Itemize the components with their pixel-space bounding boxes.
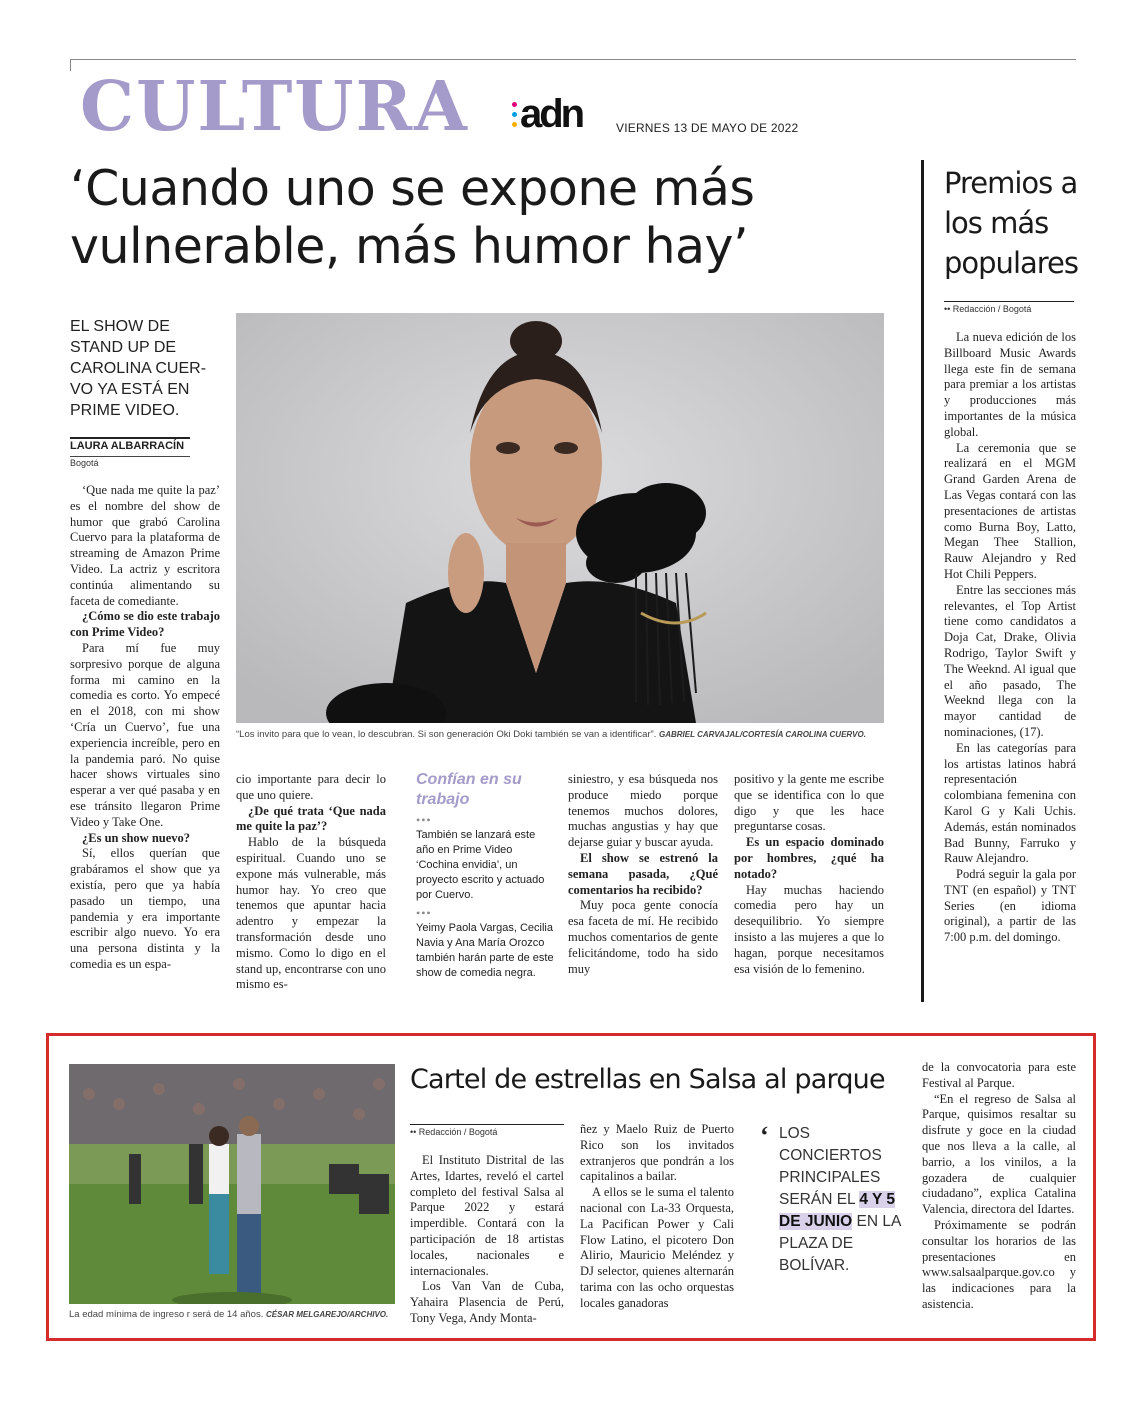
portrait-illustration [236,313,884,723]
sidebar-dots: ••• [416,813,432,827]
sidebar-box [416,770,554,981]
interview-question: Es un espacio dominado por hombres, ¿qué ha notado? [734,835,884,881]
right-article-body [944,330,1076,946]
salsa-byline: •• Redacción / Bogotá [410,1124,564,1137]
article-column-4 [568,772,718,977]
paragraph: La ceremonia que se realizará en el MGM Grand Garden Arena de Las Vegas contará con las presentaciones de artistas como Burna Boy, Latto, Megan Thee Stallion, Rauw Alejandro y Red Hot Chili Peppers. [944,440,1076,581]
article-subhead: EL SHOW DE STAND UP DE CAROLINA CUER- VO YA ESTÁ EN PRIME VIDEO. [70,318,207,419]
salsa-crowd-photo [69,1064,395,1304]
salsa-column-2 [580,1122,734,1312]
paragraph: positivo y la gente me escribe que se identifica con lo que digo y que les hace preguntarse cosas. [734,772,884,834]
quote-mark: ‘ [760,1121,769,1150]
paragraph: Podrá seguir la gala por TNT (en español) y TNT Series (en idioma original), a partir de las 7:00 p.m. del domingo. [944,867,1076,945]
salsa-pull-quote [779,1123,909,1277]
paragraph: siniestro, y esa búsqueda nos produce miedo porque tenemos muchos dolores, muchas angustias y hay que dejarse guiar y buscar ayuda. [568,772,718,850]
quote-text: LOS CONCIERTOS PRINCIPALES SERÁN EL [779,1125,882,1208]
paragraph: Hay muchas haciendo comedia pero hay un desequilibrio. Yo siempre insisto a las mujeres a que lo hagan, porque necesitamos esa visión de lo femenino. [734,882,884,976]
right-article-headline: Premios a los más populares [944,166,1079,280]
paragraph: A ellos se le suma el talento nacional con La-33 Orquesta, La Pacifican Power y Cali Flow Latino, el picotero Don Alirio, Mauricio Meléndez y DJ selector, quienes alternarán tarima con las ocho orquestas locales ganadoras [580,1185,734,1310]
section-title: CULTURA [80,67,469,147]
interview-question: El show se estrenó la semana pasada, ¿Qué comentarios ha recibido? [568,850,718,897]
quote-text: EN LA PLAZA DE BOLÍVAR. [779,1213,901,1274]
interview-question: ¿Cómo se dio este trabajo con Prime Video? [70,609,220,640]
interview-question: ¿De qué trata ‘Que nada me quite la paz’? [236,803,386,834]
salsa-column-4 [922,1060,1076,1313]
paragraph: ‘Que nada me quite la paz’ es el nombre del show de humor que grabó Carolina Cuervo para la plataforma de streaming de Amazon Prime Video. La actriz y escritora continúa alimentando su faceta de comediante. [70,483,220,608]
photo-caption [236,729,884,740]
paragraph: La nueva edición de los Billboard Music Awards llega este fin de semana para premiar a los artistas y producciones más importantes de la música global. [944,330,1076,439]
sidebar-item: Yeimy Paola Vargas, Cecilia Navia y Ana María Orozco también harán parte de este show de comedia negra. [416,922,554,979]
author-location: Bogotá [70,456,190,468]
author-name: LAURA ALBARRACÍN [70,437,190,452]
article-column-2 [236,772,386,993]
top-rule-tick [70,59,71,71]
sidebar-title: Confían en su trabajo [416,771,522,808]
right-article-byline: •• Redacción / Bogotá [944,301,1074,314]
salsa-column-1 [410,1153,564,1327]
paragraph: Sí, ellos querían que grabáramos el show que ya existía, pero que ya había pasado un tiempo, una pandemia y era importante escribir algo nuevo. Yo era una persona distinta y la comedia es un espa- [70,846,220,971]
article-column-5 [734,772,884,977]
paragraph: Próximamente se podrán consultar los horarios de las presentaciones en www.salsaalparque.gov.co y las indicaciones para la asistencia. [922,1217,1076,1311]
paragraph: Para mí fue muy sorpresivo porque de alguna forma mi camino en la comedia es corto. Yo empecé en el 2018, con mi show ‘Cría un Cuervo’, fue una experiencia increíble, pero en la pandemia paró. No quise hacer shows virtuales sino esperar a ver qué pasaba y en ese tránsito llegaron Prime Video y Take One. [70,640,220,829]
paragraph: Muy poca gente conocía esa faceta de mí. He recibido muchos comentarios de gente felicitándome, todo ha sido muy [568,898,718,976]
paragraph: Los Van Van de Cuba, Yahaira Plasencia de Perú, Tony Vega, Andy Monta- [410,1279,564,1325]
issue-date: VIERNES 13 DE MAYO DE 2022 [616,121,799,135]
article-headline: ‘Cuando uno se expone más vulnerable, más humor hay’ [70,160,755,275]
crowd-illustration [69,1064,395,1304]
paragraph: El Instituto Distrital de las Artes, Idartes, reveló el cartel completo del festival Salsa al Parque 2022 y estará imperdible. Contará con la participación de 18 artistas locales, nacionales e internacionales. [410,1153,564,1278]
top-rule [70,59,1076,60]
paragraph: ñez y Maelo Ruiz de Puerto Rico son los invitados extranjeros que pondrán a los capitalinos a bailar. [580,1122,734,1184]
paragraph: de la convocatoria para este Festival al Parque. [922,1060,1076,1090]
right-column-divider [921,160,924,1002]
quote-highlight: 4 Y 5 DE JUNIO [779,1191,896,1230]
paragraph: cio importante para decir lo que uno quiere. [236,772,386,802]
salsa-headline: Cartel de estrellas en Salsa al parque [410,1064,885,1095]
sidebar-dots: ••• [416,906,432,920]
article-column-1 [70,483,220,973]
carolina-cuervo-photo [236,313,884,723]
interview-question: ¿Es un show nuevo? [82,830,191,845]
caption-text: La edad mínima de ingreso r será de 14 años. [69,1309,264,1320]
paragraph: En las categorías para los artistas latinos habrá representación colombiana femenina con Karol G y Kali Uchis. Además, están nominados Bad Bunny, Farruko y Rauw Alejandro. [944,740,1076,866]
salsa-photo-caption [69,1309,409,1320]
logo-dots-icon [512,102,518,128]
paragraph: “En el regreso de Salsa al Parque, quisimos resaltar su disfrute y goce en la ciudad que nos lleva a la calle, al barrio, a los vinilos, a la gozadera de cualquier ciudadano”, explica Catalina Valencia, directora del Idartes. [922,1091,1076,1217]
paragraph: Entre las secciones más relevantes, el Top Artist tiene como candidatos a Doja Cat, Drake, Olivia Rodrigo, Taylor Swift y The Weeknd. Al igual que el año pasado, The Weeknd llega con la mayor cantidad de nominaciones, (17). [944,582,1076,739]
caption-text: “Los invito para que lo vean, lo descubran. Si son generación Oki Doki también se van a identificar”. [236,729,657,740]
adn-logo: adn [520,92,583,136]
paragraph: Hablo de la búsqueda espiritual. Cuando uno se expone más vulnerable, más humor hay. Yo creo que tenemos que apuntar hacia adentro y empezar la transformación desde uno mismo. Como lo digo en el stand up, encontrarse con uno mismo es- [236,835,386,992]
sidebar-item: También se lanzará este año en Prime Video ‘Cochina envidia’, un proyecto escrito y actuado por Cuervo. [416,829,545,901]
photo-credit: GABRIEL CARVAJAL/CORTESÍA CAROLINA CUERVO. [658,730,866,739]
photo-credit: CÉSAR MELGAREJO/ARCHIVO. [265,1310,389,1319]
